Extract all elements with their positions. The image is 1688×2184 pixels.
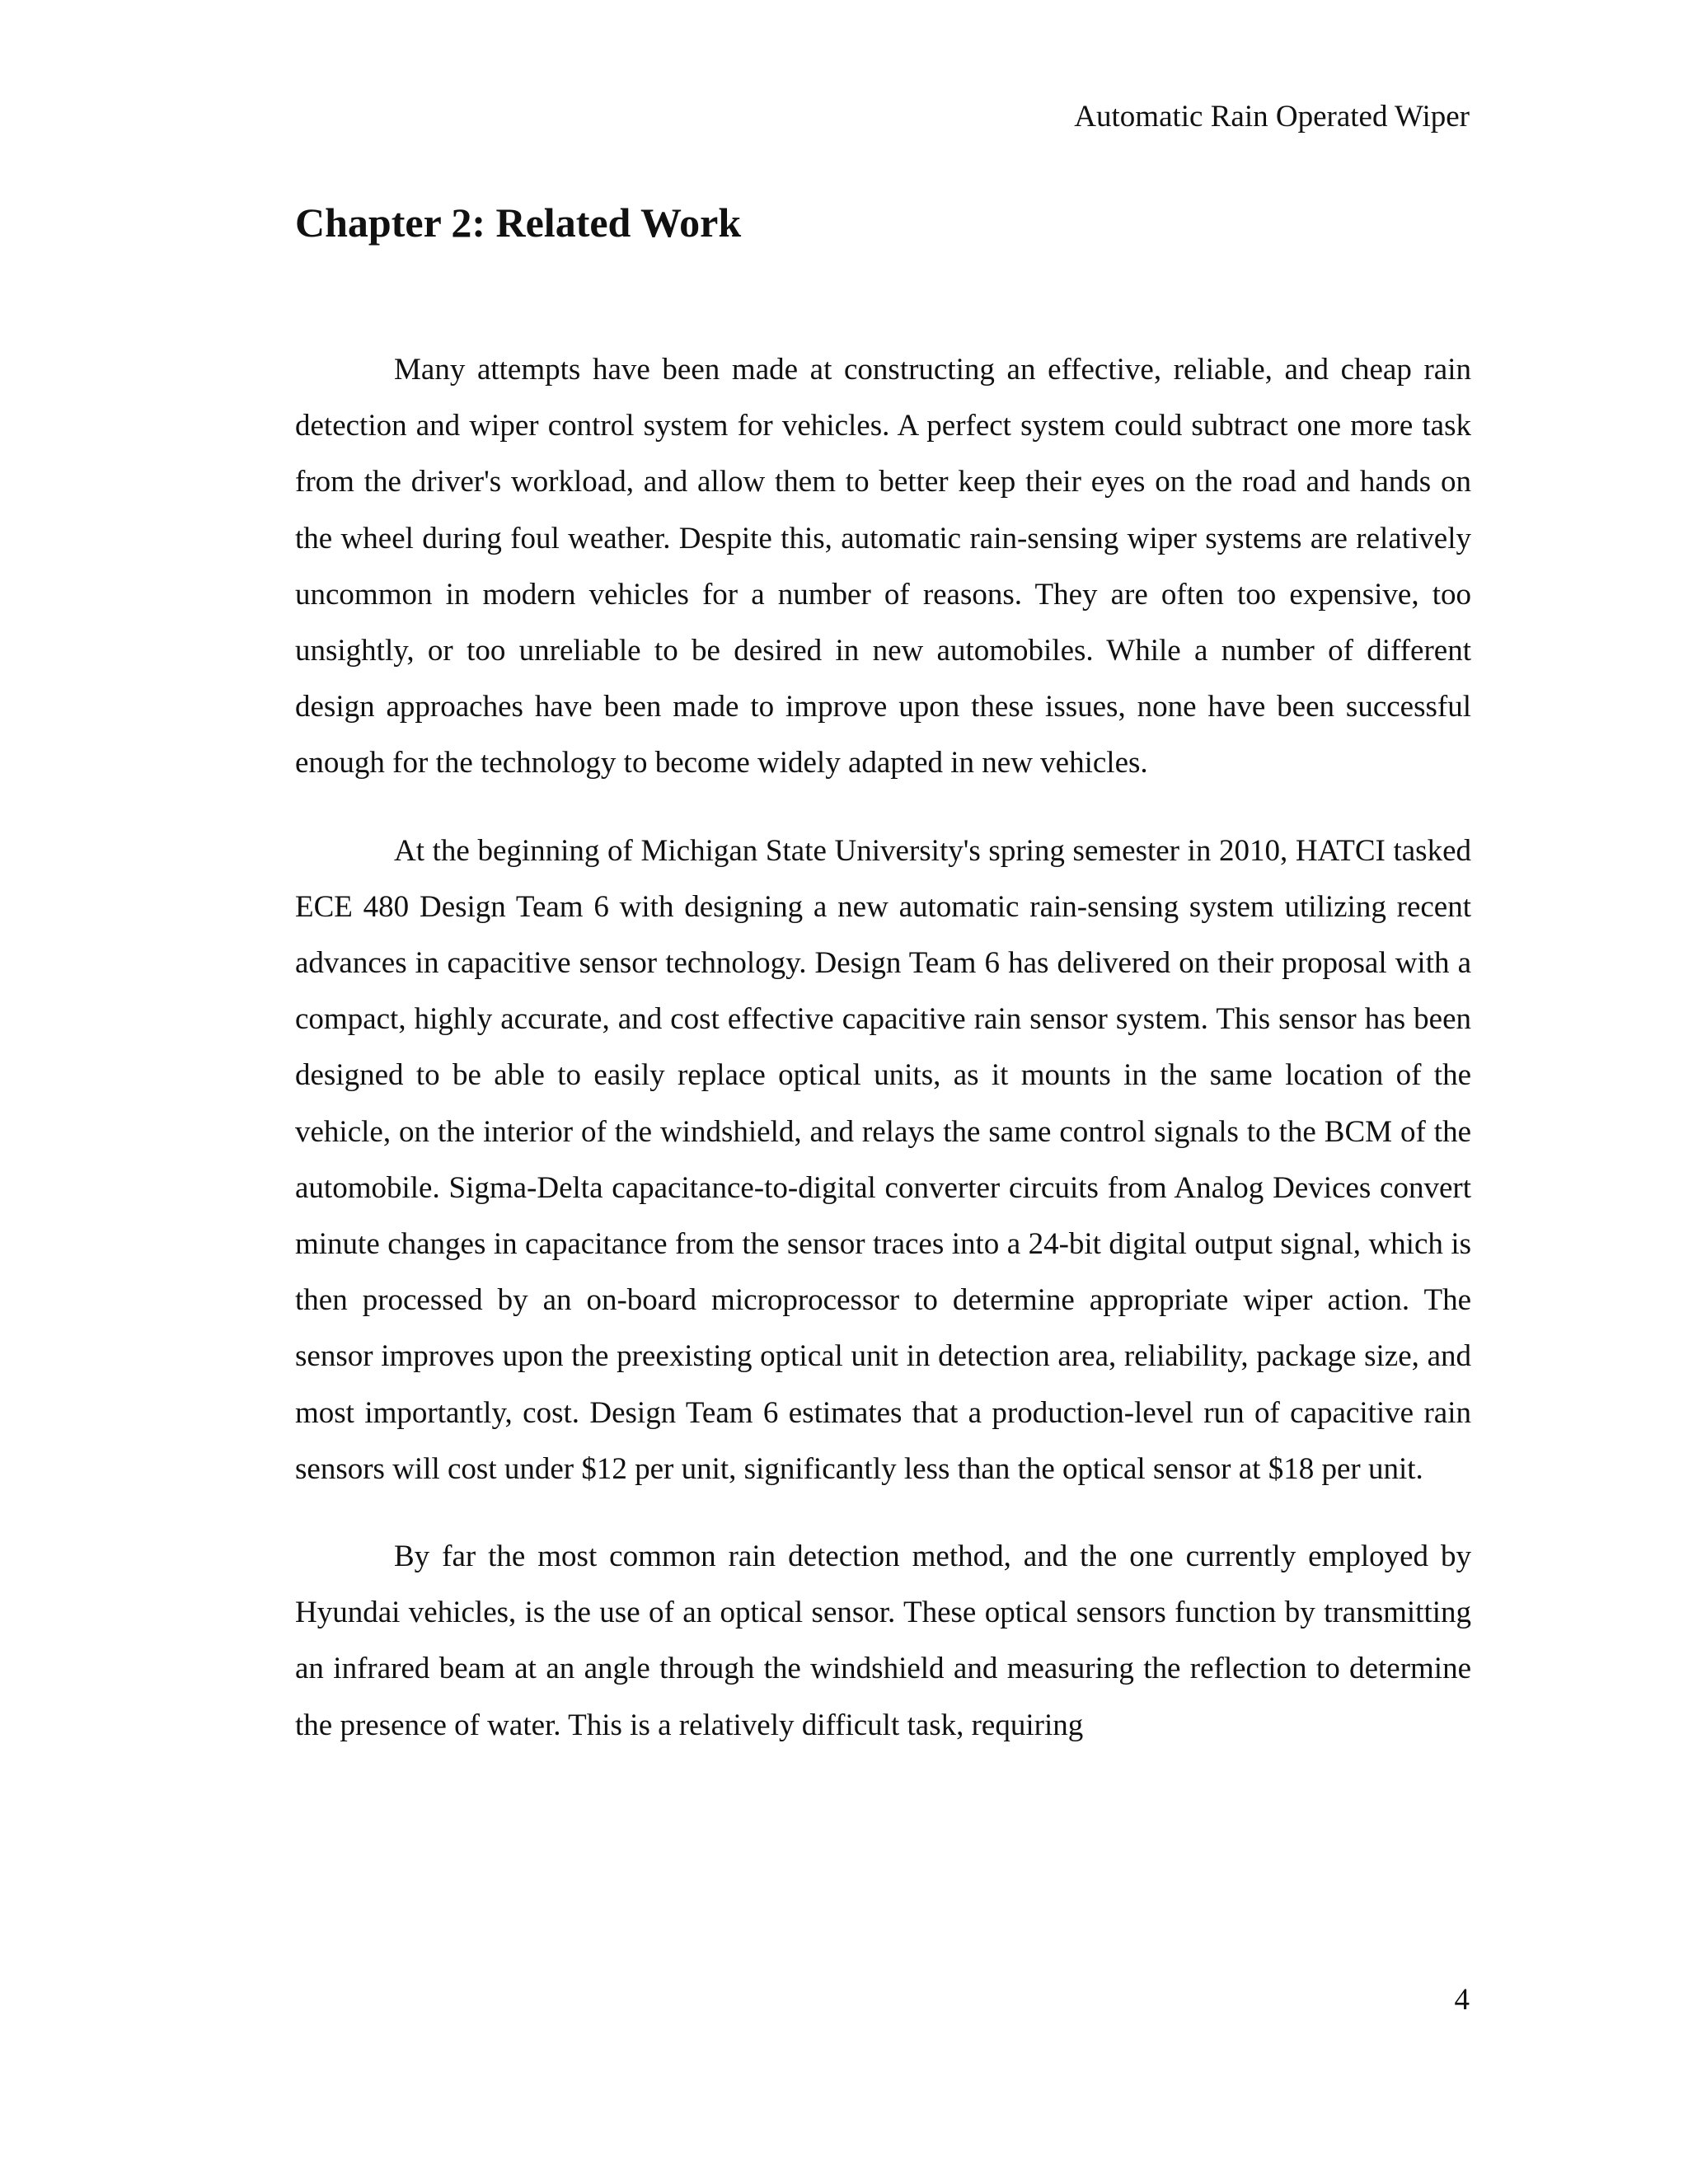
paragraph-design-team-summary: At the beginning of Michigan State University's spring semester in 2010, HATCI tasked ECE 480 Design Team 6 with designing a new automatic rain-sensing system utilizing recent advances in capacitive sensor technology. Design Team 6 has delivered on their proposal with a compact, highly accurate, and cost effective capacitive rain sensor system. This sensor has been designed to be able to easily replace optical units, as it mounts in the same location of the vehicle, on the interior of the windshield, and relays the same control signals to the BCM of the automobile. Sigma-Delta capacitance-to-digital converter circuits from Analog Devices convert minute changes in capacitance from the sensor traces into a 24-bit digital output signal, which is then processed by an on-board microprocessor to determine appropriate wiper action. The sensor improves upon the preexisting optical unit in detection area, reliability, package size, and most importantly, cost. Design Team 6 estimates that a production-level run of capacitive rain sensors will cost under $12 per unit, significantly less than the optical sensor at $18 per unit. xyxy=(295,833,1471,1486)
chapter-title: Chapter 2: Related Work xyxy=(295,199,742,246)
running-header: Automatic Rain Operated Wiper xyxy=(1074,100,1470,134)
body-text xyxy=(295,342,1471,1754)
paragraph-optical-sensor: By far the most common rain detection method, and the one currently employed by Hyundai vehicles, is the use of an optical sensor. These optical sensors function by transmitting an infrared beam at an angle through the windshield and measuring the reflection to determine the presence of water. This is a relatively difficult task, requiring xyxy=(295,1540,1471,1742)
paragraph-related-work-intro: Many attempts have been made at constructing an effective, reliable, and cheap rain detection and wiper control system for vehicles. A perfect system could subtract one more task from the driver's workload, and allow them to better keep their eyes on the road and hands on the wheel during foul weather. Despite this, automatic rain-sensing wiper systems are relatively uncommon in modern vehicles for a number of reasons. They are often too expensive, too unsightly, or too unreliable to be desired in new automobiles. While a number of different design approaches have been made to improve upon these issues, none have been successful enough for the technology to become widely adapted in new vehicles. xyxy=(295,353,1471,780)
page-number: 4 xyxy=(1454,1983,1470,2017)
